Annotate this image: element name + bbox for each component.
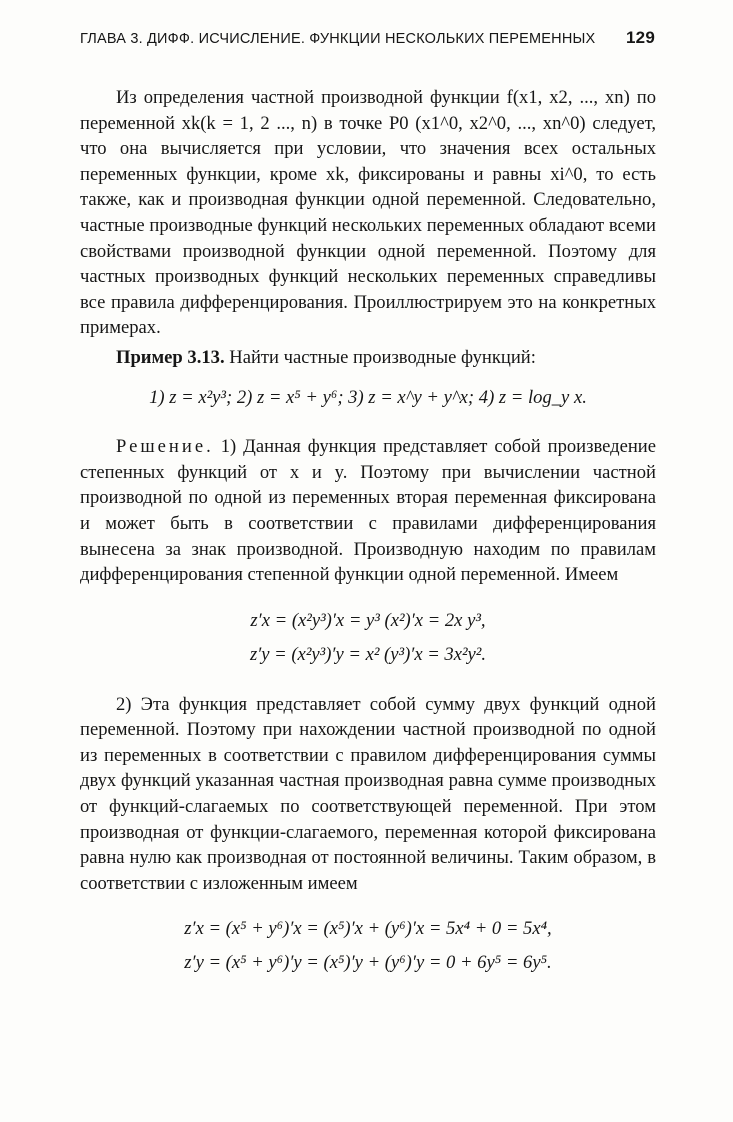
equation-1-line-2: z′y = (x²y³)′y = x² (y³)′x = 3x²y².: [249, 643, 487, 665]
example-functions: 1) z = x²y³; 2) z = x⁵ + y⁶; 3) z = x^y + y^x; 4) z = log_y x.: [149, 386, 587, 408]
solution-text-1: 1) Данная функция представляет собой произведение степенных функций от x и y. Поэтому при вычислении частной производной по одной из переменных вторая переменная фиксирована и может быть в соответствии с правилами дифференцирования вынесена за знак производной. Производную находим по правилам дифференцирования степенной функции одной переменной. Имеем: [80, 436, 656, 586]
page-number: 129: [626, 28, 655, 47]
main-text: [80, 85, 656, 1000]
example-title: Пример 3.13.: [116, 346, 225, 368]
paragraph-definition: Из определения частной производной функции f(x1, x2, ..., xn) по переменной xk(k = 1, 2 ..., n) в точке P0 (x1^0, x2^0, ..., xn^0) следует, что она вычисляется при условии, что значения всех остальных переменных функции, кроме xk, фиксированы и равны xi^0, то есть также, как и производная функции одной переменной. Следовательно, частные производные функций нескольких переменных обладают всеми свойствами производной функции одной переменной. Поэтому для частных производных функций нескольких переменных справедливы все правила дифференцирования. Проиллюстрируем это на конкретных примерах.: [80, 87, 656, 339]
equation-block-2: [80, 912, 656, 980]
solution-label: Решение.: [116, 436, 214, 458]
running-header: [80, 28, 655, 48]
example-text: Найти частные производные функций:: [229, 346, 536, 368]
equation-2-line-2: z′y = (x⁵ + y⁶)′y = (x⁵)′y + (y⁶)′y = 0 + 6y⁵ = 6y⁵.: [184, 952, 552, 974]
equation-2-line-1: z′x = (x⁵ + y⁶)′x = (x⁵)′x + (y⁶)′x = 5x⁴ + 0 = 5x⁴,: [184, 918, 552, 940]
solution-paragraph-1: [80, 434, 656, 588]
equation-block-1: [80, 604, 656, 672]
paragraph-2: 2) Эта функция представляет собой сумму двух функций одной переменной. Поэтому при нахождении частной производной по одной из переменных в соответствии с правилом дифференцирования суммы двух функций указанная частная производная равна сумме производных от функций-слагаемых по соответствующей переменной. При этом производная от функции-слагаемого, переменная которой фиксирована равна нулю как производная от постоянной величины. Таким образом, в соответствии с изложенным имеем: [80, 693, 656, 894]
example-heading: [80, 345, 656, 371]
equation-1-line-1: z′x = (x²y³)′x = y³ (x²)′x = 2x y³,: [250, 609, 486, 631]
running-title: ГЛАВА 3. ДИФФ. ИСЧИСЛЕНИЕ. ФУНКЦИИ НЕСКОЛЬКИХ ПЕРЕМЕННЫХ: [80, 31, 596, 47]
